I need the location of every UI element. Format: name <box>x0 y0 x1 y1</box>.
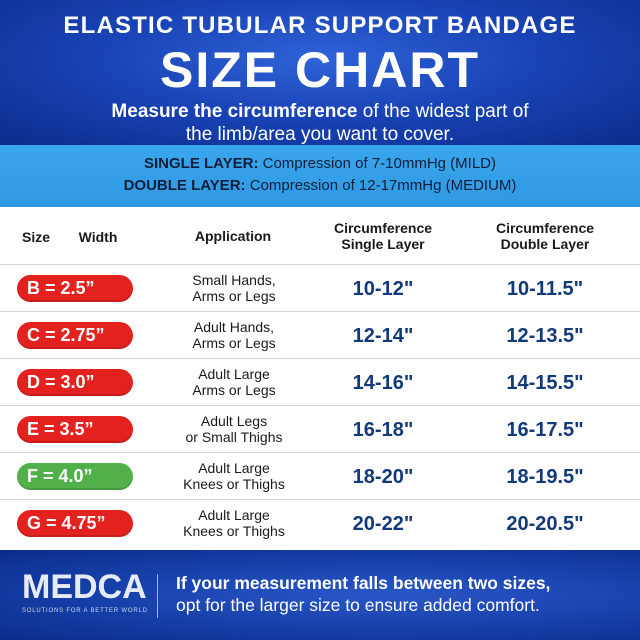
single-layer-value: 14-16" <box>352 372 414 394</box>
header-size: Size <box>21 229 50 245</box>
single-layer-value: 10-12" <box>352 278 414 300</box>
table-row <box>0 312 640 359</box>
single-layer-value: 20-22" <box>352 513 414 535</box>
table-row <box>0 453 640 500</box>
header-circumference-double <box>475 220 615 252</box>
size-pill: F = 4.0” <box>17 463 133 490</box>
application-line2: Arms or Legs <box>192 288 276 304</box>
instruction-text-line2: the limb/area you want to cover. <box>185 124 455 145</box>
application-cell <box>168 366 300 398</box>
table-row <box>0 265 640 312</box>
application-line2: or Small Thighs <box>185 429 283 445</box>
application-cell <box>168 272 300 304</box>
double-layer-value: 16-17.5" <box>506 419 584 441</box>
single-layer-value: 16-18" <box>352 419 414 441</box>
table-row <box>0 500 640 547</box>
application-cell <box>168 460 300 492</box>
size-pill: G = 4.75” <box>17 510 133 537</box>
double-layer-info <box>0 176 640 196</box>
application-line2: Arms or Legs <box>192 382 276 398</box>
instruction-text: of the widest part of <box>357 101 529 122</box>
sizing-note-text: opt for the larger size to ensure added comfort. <box>176 595 540 615</box>
header-circumference-single-line2: Single Layer <box>341 236 425 252</box>
size-pill: C = 2.75” <box>17 322 133 349</box>
application-line1: Adult Hands, <box>193 319 275 335</box>
header <box>0 0 640 145</box>
double-layer-text: Compression of 12-17mmHg (MEDIUM) <box>245 177 517 194</box>
page-title: SIZE CHART <box>160 42 480 98</box>
application-line1: Small Hands, <box>192 272 276 288</box>
size-pill: B = 2.5” <box>17 275 133 302</box>
application-line1: Adult Large <box>198 366 270 382</box>
sizing-note <box>176 572 626 616</box>
measure-instruction <box>0 100 640 146</box>
application-line2: Knees or Thighs <box>183 523 285 539</box>
application-cell <box>168 413 300 445</box>
header-width: Width <box>78 229 118 245</box>
single-layer-text: Compression of 7-10mmHg (MILD) <box>258 155 497 172</box>
compression-band <box>0 145 640 207</box>
single-layer-label: SINGLE LAYER: <box>143 155 259 172</box>
double-layer-value: 12-13.5" <box>506 325 584 347</box>
table-row <box>0 359 640 406</box>
table-header <box>0 207 640 265</box>
size-pill: D = 3.0” <box>17 369 133 396</box>
application-cell <box>168 319 300 351</box>
header-circumference-double-line2: Double Layer <box>500 236 590 252</box>
header-circumference-single <box>318 220 448 252</box>
double-layer-value: 10-11.5" <box>506 278 584 300</box>
sizing-note-bold: If your measurement falls between two sizes, <box>176 573 551 593</box>
footer-divider <box>157 574 158 618</box>
logo-tagline: SOLUTIONS FOR A BETTER WORLD <box>22 608 148 614</box>
table-row <box>0 406 640 453</box>
header-circumference-double-line1: Circumference <box>495 220 595 236</box>
double-layer-value: 18-19.5" <box>506 466 584 488</box>
medca-logo <box>22 568 148 620</box>
header-circumference-single-line1: Circumference <box>333 220 433 236</box>
single-layer-info <box>0 154 640 174</box>
application-cell <box>168 507 300 539</box>
header-application: Application <box>194 228 272 244</box>
application-line1: Adult Large <box>198 460 270 476</box>
application-line1: Adult Legs <box>200 413 268 429</box>
double-layer-label: DOUBLE LAYER: <box>123 177 246 194</box>
size-table <box>0 207 640 550</box>
single-layer-value: 12-14" <box>352 325 414 347</box>
application-line2: Knees or Thighs <box>183 476 285 492</box>
logo-wordmark: MEDCA <box>22 568 147 606</box>
instruction-emphasis: Measure the circumference <box>111 101 358 122</box>
double-layer-value: 14-15.5" <box>506 372 584 394</box>
double-layer-value: 20-20.5" <box>506 513 584 535</box>
application-line2: Arms or Legs <box>192 335 276 351</box>
single-layer-value: 18-20" <box>352 466 414 488</box>
product-eyebrow: ELASTIC TUBULAR SUPPORT BANDAGE <box>63 12 577 39</box>
size-pill: E = 3.5” <box>17 416 133 443</box>
application-line1: Adult Large <box>198 507 270 523</box>
footer <box>0 550 640 640</box>
